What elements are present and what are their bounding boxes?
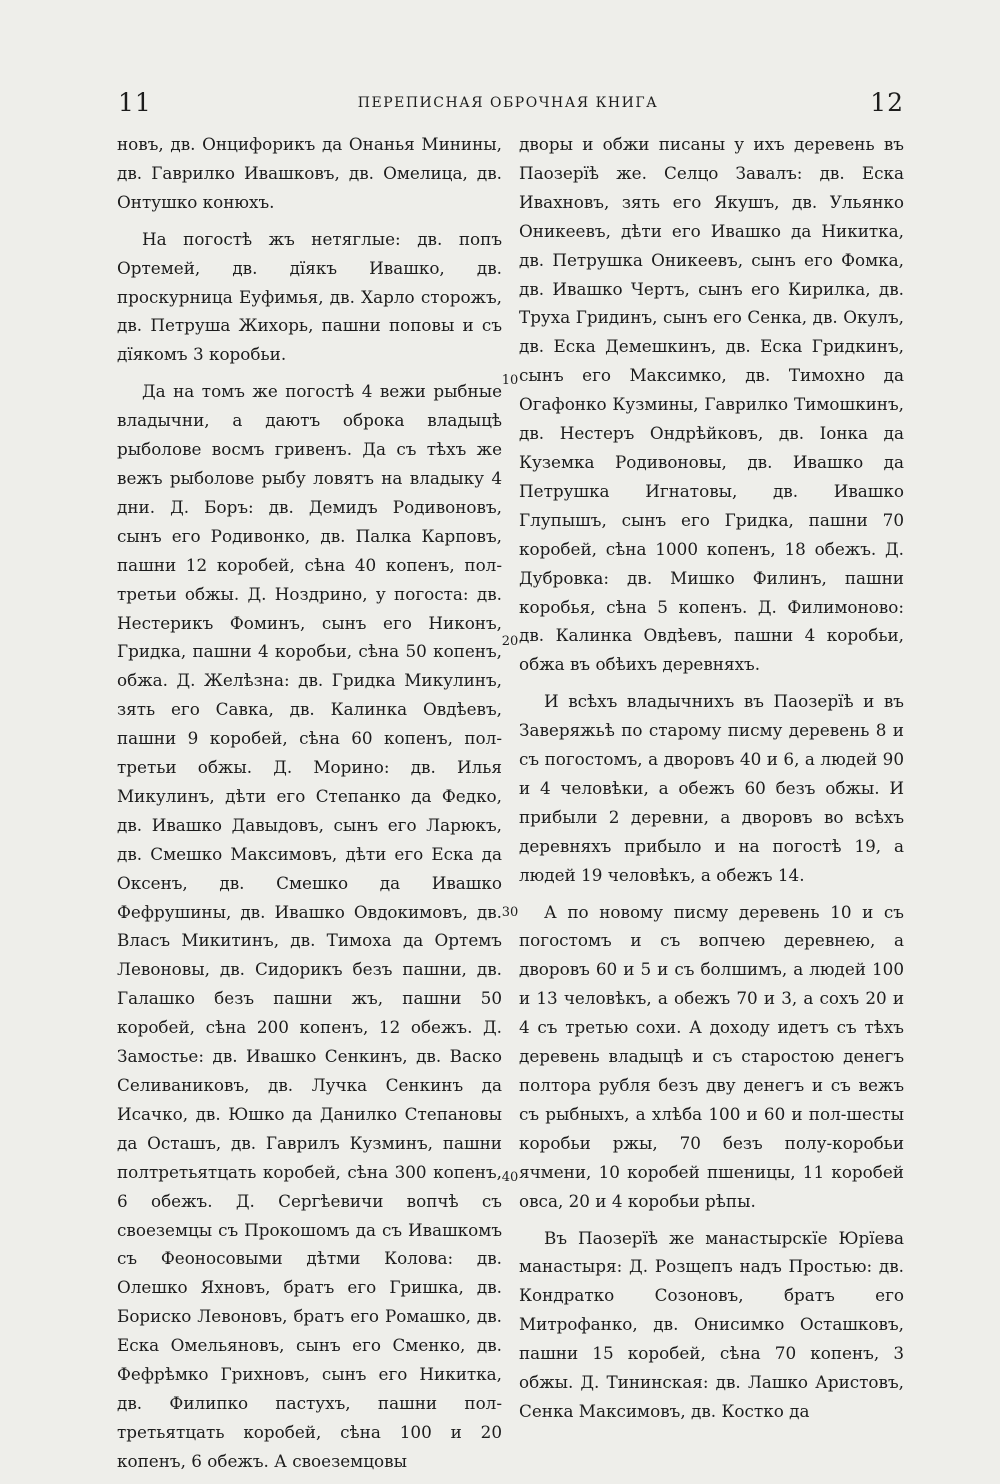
paragraph: дворы и обжи писаны у ихъ деревень въ Паозерїѣ же. Селцо Завалъ: дв. Еска Ивахновъ, зять его Якушъ, дв. Ульянко Оникеевъ, дѣти его Ивашко да Никитка, дв. Петрушка Оникеевъ, сынъ его Фомка, дв. Ивашко Чертъ, сынъ его Кирилка, дв. Труха Гридинъ, сынъ его Сенка, дв. Окулъ, дв. Еска Демешкинъ, дв. Еска Гридкинъ, сынъ его Максимко, дв. Тимохно да Огафонко Кузмины, Гаврилко Тимошкинъ, дв. Нестеръ Ондрѣйковъ, дв. Іонка да Куземка Родивоновы, дв. Ивашко да Петрушка Игнатовы, дв. Ивашко Глупышъ, сынъ его Гридка, пашни 70 коробей, сѣна 1000 копенъ, 18 обежъ. Д. Дубровка: дв. Мишко Филинъ, пашни коробья, сѣна 5 копенъ. Д. Филимоново: дв. Калинка Овдѣевъ, пашни 4 коробьи, обжа въ обѣихъ деревняхъ. bbox=[519, 134, 904, 675]
line-number: 10 bbox=[501, 373, 519, 388]
page-header bbox=[112, 88, 904, 128]
paragraph: А по новому писму деревень 10 и съ погостомъ и съ вопчею деревнею, а дворовъ 60 и 5 и съ болшимъ, а людей 100 и 13 человѣкъ, а обежъ 70 и 3, а сохъ 20 и 4 съ третью сохи. А доходу идетъ съ тѣхъ деревень владыцѣ и съ старостою денегъ полтора рубля безъ дву денегъ и съ вежъ съ рыбныхъ, а хлѣба 100 и 60 и пол-шесты коробьи ржы, 70 безъ полу-коробьи ячмени, 10 коробей пшеницы, 11 коробей овса, 20 и 4 коробьи рѣпы. bbox=[519, 901, 904, 1211]
page-number-right: 12 bbox=[870, 88, 904, 117]
paragraph: Да на томъ же погостѣ 4 вежи рыбные владычни, а даютъ оброка владыцѣ рыболове восмъ гривенъ. Да съ тѣхъ же вежъ рыболове рыбу ловятъ на владыку 4 дни. Д. Боръ: дв. Демидъ Родивоновъ, сынъ его Родивонко, дв. Палка Карповъ, пашни 12 коробей, сѣна 40 копенъ, пол-третьи обжы. Д. Ноздрино, у погоста: дв. Нестерикъ Фоминъ, сынъ его Никонъ, Гридка, пашни 4 коробьи, сѣна 50 копенъ, обжа. Д. Желѣзна: дв. Гридка Микулинъ, зять его Савка, дв. Калинка Овдѣевъ, пашни 9 коробей, сѣна 60 копенъ, пол-третьи обжы. Д. Морино: дв. Илья Микулинъ, дѣти его Степанко да Федко, дв. Ивашко Давыдовъ, сынъ его Ларюкъ, дв. Смешко Максимовъ, дѣти его Еска да Оксенъ, дв. Смешко да Ивашко Фефрушины, дв. Ивашко Овдокимовъ, дв. Власъ Микитинъ, дв. Тимоха да Ортемъ Левоновы, дв. Сидорикъ безъ пашни, дв. Галашко безъ пашни жъ, пашни 50 коробей, сѣна 200 копенъ, 12 обежъ. Д. Замостье: дв. Ивашко Сенкинъ, дв. Васко Селиваниковъ, дв. Лучка Сенкинъ да Исачко, дв. Юшко да Данилко Степановы да Осташъ, дв. Гаврилъ Кузминъ, пашни полтретьятцать коробей, сѣна 300 копенъ, 6 обежъ. Д. Сергѣевичи вопчѣ съ своеземцы съ Прокошомъ да съ Ивашкомъ съ Феоносовыми дѣтми Колова: дв. Олешко Яхновъ, братъ его Гришка, дв. Бориско Левоновъ, братъ его Ромашко, дв. Еска Омельяновъ, сынъ его Сменко, дв. Фефрѣмко Грихновъ, сынъ его Никитка, дв. Филипко пастухъ, пашни пол-третьятцать коробей, сѣна 100 и 20 копенъ, 6 обежъ. А своеземцовы bbox=[117, 381, 502, 1471]
line-number: 20 bbox=[501, 634, 519, 649]
line-number: 40 bbox=[501, 1170, 519, 1185]
right-column bbox=[519, 130, 904, 1434]
left-column bbox=[117, 130, 502, 1484]
page-number-left: 11 bbox=[118, 88, 152, 117]
paragraph: На погостѣ жъ нетяглые: дв. попъ Ортемей, дв. дїякъ Ивашко, дв. проскурница Еуфимья, дв. Харло сторожъ, дв. Петруша Жихорь, пашни поповы и съ дїякомъ 3 коробьи. bbox=[117, 228, 502, 365]
paragraph: новъ, дв. Онцифорикъ да Онанья Минины, дв. Гаврилко Ивашковъ, дв. Омелица, дв. Онтушко конюхъ. bbox=[117, 134, 502, 212]
paragraph: И всѣхъ владычнихъ въ Паозерїѣ и въ Заверяжьѣ по старому писму деревень 8 и съ погостомъ, а дворовъ 40 и 6, а людей 90 и 4 человѣки, а обежъ 60 безъ обжы. И прибыли 2 деревни, а дворовъ во всѣхъ деревняхъ прибыло и на погостѣ 19, а людей 19 человѣкъ, а обежъ 14. bbox=[519, 691, 904, 885]
running-title: ПЕРЕПИСНАЯ ОБРОЧНАЯ КНИГА bbox=[357, 95, 659, 111]
paragraph: Въ Паозерїѣ же манастырскїе Юрїева манастыря: Д. Розщепъ надъ Простью: дв. Кондратко Созоновъ, братъ его Митрофанко, дв. Онисимко Осташковъ, пашни 15 коробей, сѣна 70 копенъ, 3 обжы. Д. Тининская: дв. Лашко Аристовъ, Сенка Максимовъ, дв. Костко да bbox=[519, 1227, 904, 1421]
line-number: 30 bbox=[501, 905, 519, 920]
